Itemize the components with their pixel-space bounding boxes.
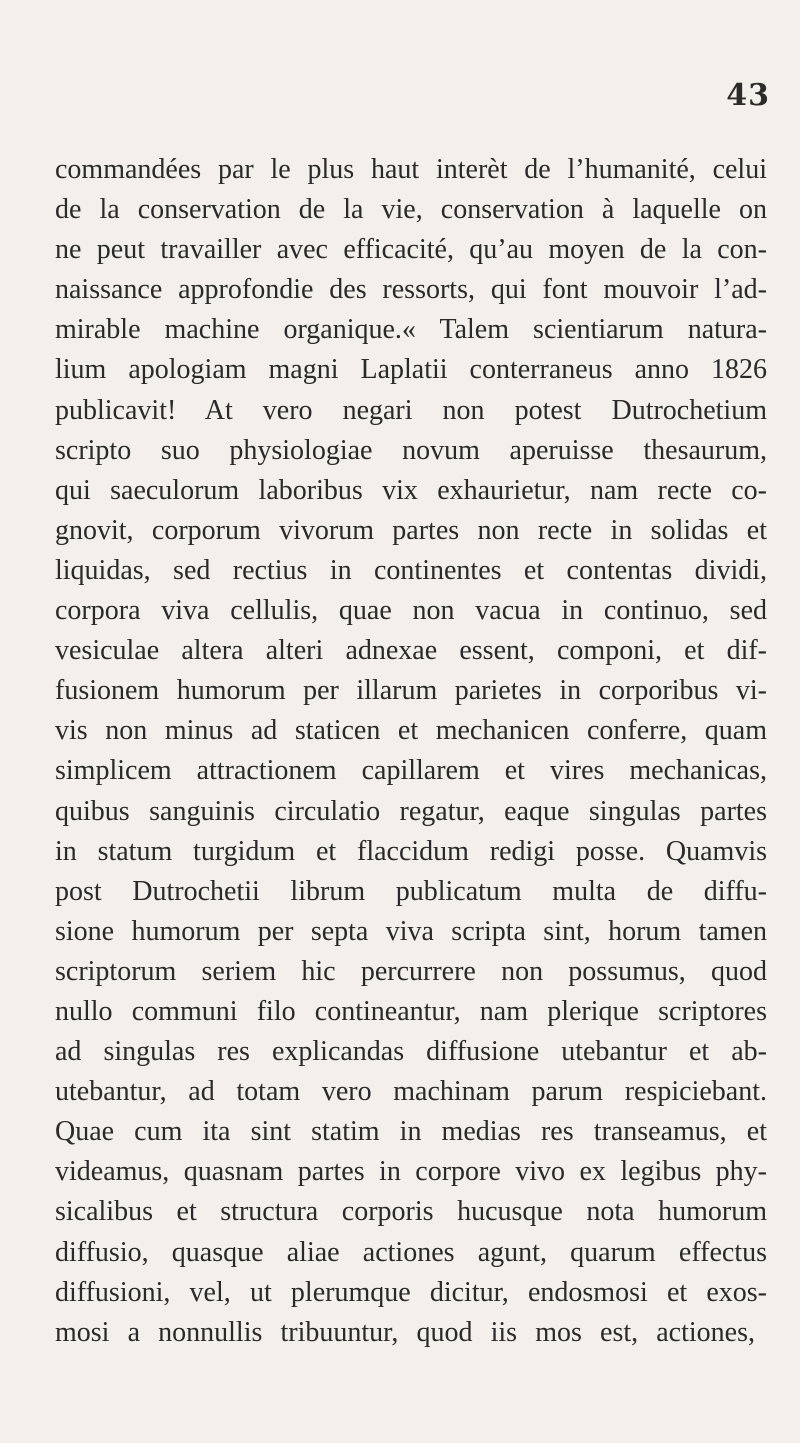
text-line-6: lium apologiam magni Laplatii conterraneus anno 1826 [55,354,767,386]
text-line-3: ne peut travailler avec efficacité, qu’au moyen de la con- [55,234,767,266]
text-line-25: Quae cum ita sint statim in medias res transeamus, et [55,1116,767,1148]
text-line-30: mosi a nonnullis tribuuntur, quod iis mos est, actiones, [55,1316,755,1348]
text-line-7: publicavit! At vero negari non potest Dutrochetium [55,394,767,426]
text-line-12: corpora viva cellulis, quae non vacua in continuo, sed [55,595,767,627]
text-line-24: utebantur, ad totam vero machinam parum respiciebant. [55,1076,767,1108]
text-line-8: scripto suo physiologiae novum aperuisse thesaurum, [55,434,767,466]
text-line-16: simplicem attractionem capillarem et vires mechanicas, [55,755,767,787]
text-line-26: videamus, quasnam partes in corpore vivo ex legibus phy- [55,1156,767,1188]
text-line-17: quibus sanguinis circulatio regatur, eaque singulas partes [55,795,767,827]
text-line-20: sione humorum per septa viva scripta sint, horum tamen [55,915,767,947]
text-line-5: mirable machine organique.« Talem scientiarum natura- [55,314,767,346]
body-text [55,150,767,1353]
text-line-9: qui saeculorum laboribus vix exhaurietur, nam recte co- [55,474,767,506]
text-line-29: diffusioni, vel, ut plerumque dicitur, endosmosi et exos- [55,1276,767,1308]
text-line-23: ad singulas res explicandas diffusione utebantur et ab- [55,1036,767,1068]
text-line-11: liquidas, sed rectius in continentes et contentas dividi, [55,554,767,586]
page-number: 43 [726,78,770,113]
text-line-14: fusionem humorum per illarum parietes in corporibus vi- [55,675,767,707]
text-line-28: diffusio, quasque aliae actiones agunt, quarum effectus [55,1236,767,1268]
text-line-19: post Dutrochetii librum publicatum multa de diffu- [55,875,767,907]
text-line-10: gnovit, corporum vivorum partes non recte in solidas et [55,514,767,546]
text-line-15: vis non minus ad staticen et mechanicen conferre, quam [55,715,767,747]
text-line-13: vesiculae altera alteri adnexae essent, componi, et dif- [55,635,767,667]
text-line-27: sicalibus et structura corporis hucusque nota humorum [55,1196,767,1228]
text-line-22: nullo communi filo contineantur, nam plerique scriptores [55,995,767,1027]
text-line-21: scriptorum seriem hic percurrere non possumus, quod [55,955,767,987]
text-line-2: de la conservation de la vie, conservation à laquelle on [55,194,767,226]
text-line-18: in statum turgidum et flaccidum redigi posse. Quamvis [55,835,767,867]
text-line-4: naissance approfondie des ressorts, qui font mouvoir l’ad- [55,274,767,306]
text-line-1: commandées par le plus haut interèt de l’humanité, celui [55,154,767,185]
